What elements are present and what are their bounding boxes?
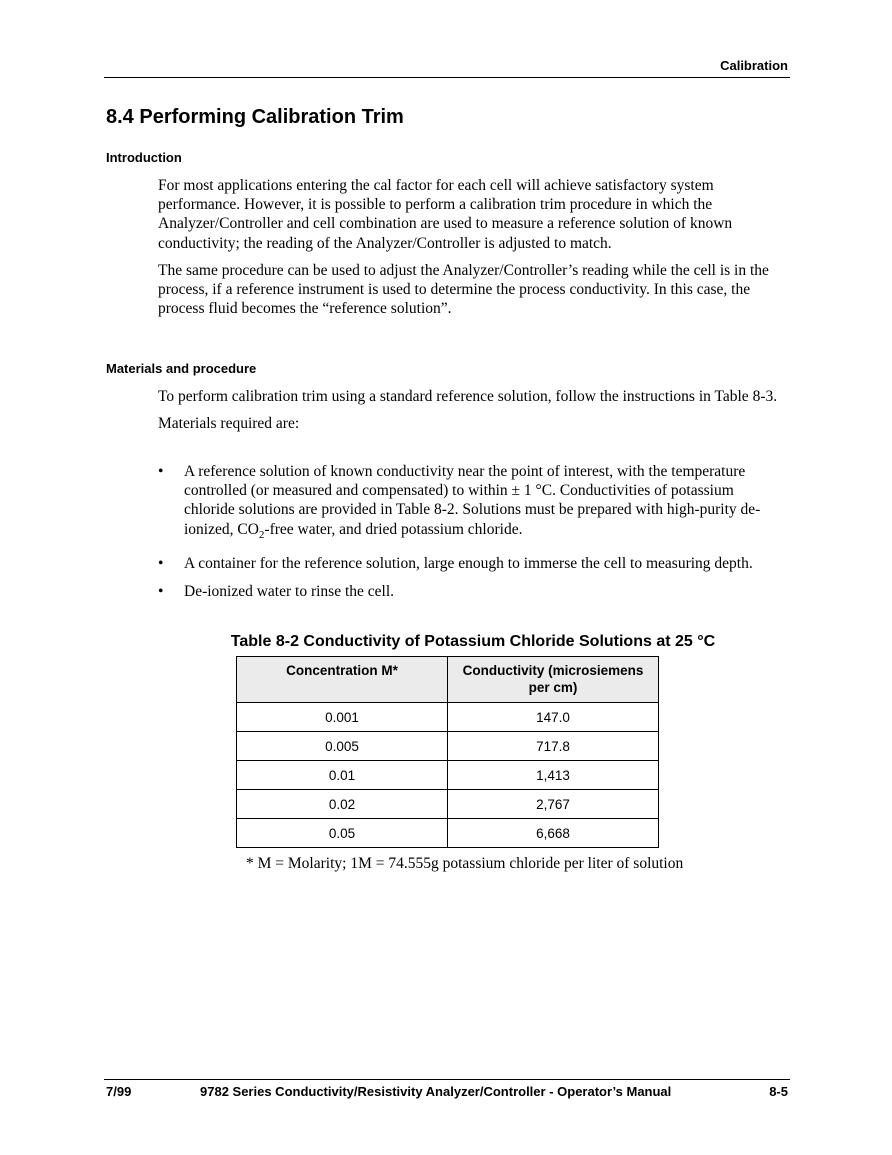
intro-paragraph-2: The same procedure can be used to adjust the Analyzer/Controller’s reading while the cell is in the process, if a reference instrument is used to determine the process conductivity. In this case, the process fluid becomes the “reference solution”. [158,261,769,318]
introduction-heading: Introduction [106,150,182,165]
table-cell: 147.0 [448,703,659,732]
list-item [158,462,788,545]
table-cell: 0.05 [237,819,448,848]
table-cell: 0.001 [237,703,448,732]
column-header-concentration: Concentration M* [237,657,448,703]
footer-page-number: 8-5 [769,1084,788,1099]
bullet-marker: • [158,463,164,480]
footer-rule [104,1079,790,1080]
header-rule [104,77,790,78]
materials-paragraph-2: Materials required are: [158,415,300,433]
introduction-body [158,176,784,326]
column-header-conductivity: Conductivity (microsiemens per cm) [448,657,659,703]
bullet-text-3: De-ionized water to rinse the cell. [184,583,395,601]
conductivity-table [236,656,659,848]
materials-paragraph-1: To perform calibration trim using a standard reference solution, follow the instructions in Table 8-3. [158,388,778,405]
materials-list [158,462,788,610]
table-cell: 0.01 [237,761,448,790]
table-caption: Table 8-2 Conductivity of Potassium Chloride Solutions at 25 °C [230,633,716,650]
table-cell: 2,767 [448,790,659,819]
table-row [237,819,659,848]
table-header-row [237,657,659,703]
table-cell: 0.005 [237,732,448,761]
bullet-text-1b: -free water, and dried potassium chloride. [264,520,523,538]
table-row [237,732,659,761]
materials-body [158,387,784,441]
bullet-text-2: A container for the reference solution, large enough to immerse the cell to measuring depth. [184,554,753,572]
table-cell: 0.02 [237,790,448,819]
materials-heading: Materials and procedure [106,361,257,376]
bullet-text-1-subscript: 2 [258,528,265,541]
table-row [237,703,659,732]
intro-paragraph-1: For most applications entering the cal factor for each cell will achieve satisfactory system performance. However, it is possible to perform a calibration trim procedure in which the Analyzer/Controller and cell combination are used to measure a reference solution of known conductivity; the reading of the Analyzer/Controller is adjusted to match. [158,177,733,252]
table-row [237,761,659,790]
bullet-marker: • [158,583,164,601]
running-header: Calibration [720,58,788,73]
table-cell: 6,668 [448,819,659,848]
table-cell: 1,413 [448,761,659,790]
table-cell: 717.8 [448,732,659,761]
bullet-text-1a: A reference solution of known conductivity near the point of interest, with the temperature controlled (or measured and compensated) to within ± 1 °C. Conductivities of potassium chloride solutions are provided in Table 8-2. Solutions must be prepared with high-purity de-ionized, CO [184,463,761,538]
table-footnote: * M = Molarity; 1M = 74.555g potassium chloride per liter of solution [246,855,684,872]
section-title: 8.4 Performing Calibration Trim [106,106,404,128]
list-item [158,554,788,573]
footer-date: 7/99 [106,1084,132,1099]
table-row [237,790,659,819]
list-item [158,582,788,601]
footer-manual-title: 9782 Series Conductivity/Resistivity Analyzer/Controller - Operator’s Manual [200,1084,672,1099]
bullet-marker: • [158,554,164,572]
